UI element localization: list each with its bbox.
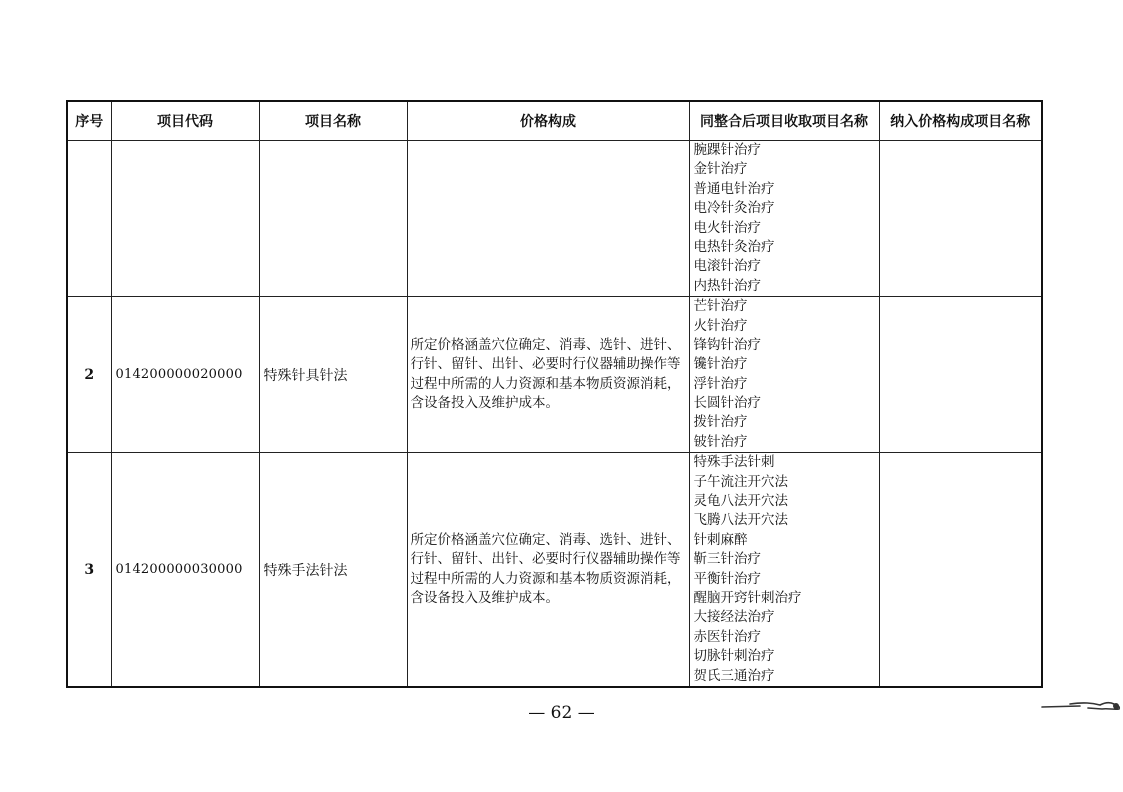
list-item: 铍针治疗 <box>693 433 748 450</box>
row-name: 特殊针具针法 <box>259 297 407 453</box>
list-item: 普通电针治疗 <box>693 180 775 197</box>
list-item: 锋钩针治疗 <box>693 336 761 353</box>
row-code <box>111 141 259 297</box>
row-name: 特殊手法针法 <box>259 453 407 687</box>
list-item: 拨针治疗 <box>693 414 748 431</box>
list-item: 电冷针灸治疗 <box>693 200 775 217</box>
list-item: 子午流注开穴法 <box>693 473 788 490</box>
row-serial: 2 <box>67 297 111 453</box>
list-item: 电滚针治疗 <box>693 258 761 275</box>
row-merged-items <box>689 141 879 297</box>
list-item: 长圆针治疗 <box>693 395 761 412</box>
list-item: 金针治疗 <box>693 161 748 178</box>
table-header-row <box>67 101 1042 141</box>
list-item: 电热针灸治疗 <box>693 238 775 255</box>
table-row <box>67 297 1042 453</box>
header-included-items: 纳入价格构成项目名称 <box>879 101 1042 141</box>
row-merged-items <box>689 453 879 687</box>
page-number: — 62 — <box>528 703 595 723</box>
row-code: 014200000030000 <box>111 453 259 687</box>
row-included <box>879 297 1042 453</box>
row-price <box>407 141 689 297</box>
list-item: 镵针治疗 <box>693 356 748 373</box>
list-item: 飞腾八法开穴法 <box>693 512 788 529</box>
list-item: 火针治疗 <box>693 317 748 334</box>
row-name <box>259 141 407 297</box>
header-merged-items: 同整合后项目收取项目名称 <box>689 101 879 141</box>
list-item: 芒针治疗 <box>693 298 748 315</box>
row-serial <box>67 141 111 297</box>
row-code: 014200000020000 <box>111 297 259 453</box>
row-merged-items <box>689 297 879 453</box>
scan-smudge-mark <box>1040 698 1122 712</box>
header-item-code: 项目代码 <box>111 101 259 141</box>
list-item: 醒脑开窍针刺治疗 <box>693 589 802 606</box>
list-item: 特殊手法针刺 <box>693 454 775 471</box>
list-item: 电火针治疗 <box>693 219 761 236</box>
header-item-name: 项目名称 <box>259 101 407 141</box>
list-item: 腕踝针治疗 <box>693 142 761 158</box>
row-included <box>879 453 1042 687</box>
pricing-table <box>66 100 1043 688</box>
list-item: 平衡针治疗 <box>693 570 761 587</box>
list-item: 内热针治疗 <box>693 277 761 294</box>
row-price: 所定价格涵盖穴位确定、消毒、选针、进针、行针、留针、出针、必要时行仪器辅助操作等过程中所需的人力资源和基本物质资源消耗，含设备投入及维护成本。 <box>407 453 689 687</box>
list-item: 大接经法治疗 <box>693 609 775 626</box>
table-row <box>67 453 1042 687</box>
list-item: 贺氏三通治疗 <box>693 667 775 684</box>
header-price-composition: 价格构成 <box>407 101 689 141</box>
list-item: 灵龟八法开穴法 <box>693 493 788 510</box>
list-item: 浮针治疗 <box>693 375 748 392</box>
row-included <box>879 141 1042 297</box>
list-item: 靳三针治疗 <box>693 551 761 568</box>
list-item: 针刺麻醉 <box>693 531 748 548</box>
header-serial: 序号 <box>67 101 111 141</box>
row-price: 所定价格涵盖穴位确定、消毒、选针、进针、行针、留针、出针、必要时行仪器辅助操作等过程中所需的人力资源和基本物质资源消耗，含设备投入及维护成本。 <box>407 297 689 453</box>
row-serial: 3 <box>67 453 111 687</box>
list-item: 切脉针刺治疗 <box>693 648 775 665</box>
list-item: 赤医针治疗 <box>693 628 761 645</box>
table-row <box>67 141 1042 297</box>
